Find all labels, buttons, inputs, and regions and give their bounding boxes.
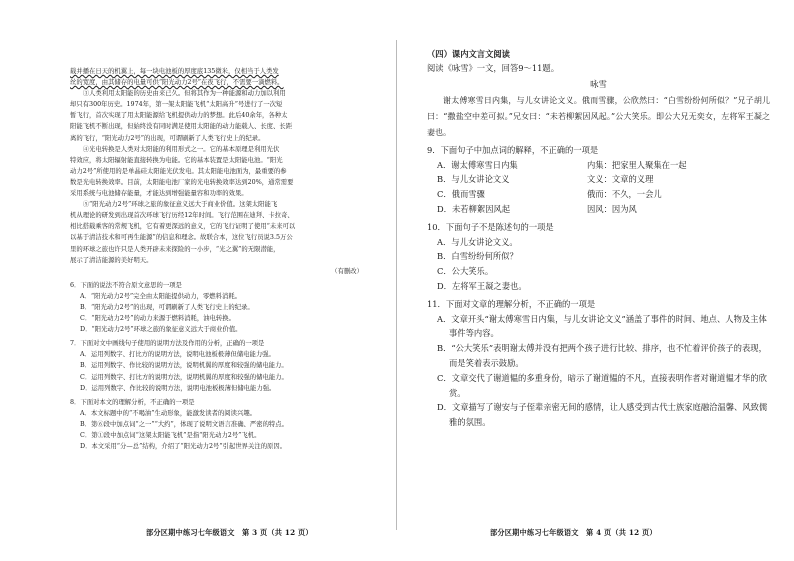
question-7: [70, 338, 363, 393]
paragraph-line: 机从理论的研发到出现首次环球飞行历经12年时间。飞行范围在迪拜、卡拉奇、: [70, 212, 294, 220]
underlined-line: 丝的宽度，由其储存的电量可供“阳光动力2号”在夜飞行，不需要一滴燃料。: [70, 79, 284, 87]
option: B．运用列数字、作比较的说明方法，说明机翼的厚度和较强的储电能力。: [80, 362, 288, 370]
option: C．公大笑乐。: [437, 266, 494, 277]
source-note: （有删改）: [331, 267, 363, 275]
option-explanation: 文义：文章的义理: [587, 174, 654, 185]
question-stem: 9．下面句子中加点词的解释，不正确的一项是: [427, 144, 599, 155]
option-pair: [427, 158, 770, 173]
question-stem: 10．下面句子不是陈述句的一项是: [427, 221, 554, 232]
paragraph-line: 离的飞行，“阳光动力2号”的出现，可谓刷新了人类飞行史上的纪录。: [70, 134, 265, 142]
paragraph-line: 采用系统与电池储存能量，才能达到增强能量容和功率的效果。: [70, 190, 248, 198]
option: B．“阳光动力2号”的出现，可谓刷新了人类飞行史上的纪录。: [80, 303, 254, 311]
question-10: [427, 220, 770, 294]
question-6: [70, 280, 363, 335]
option-pair: [427, 187, 770, 202]
option-sentence: B．与儿女讲论文义: [437, 174, 510, 185]
paragraph-line: 数是光电转换效率。目前，太阳能电池厂家的光电转换效率达到20%，通常需要: [70, 178, 294, 186]
option-sentence: D．未若柳絮因风起: [437, 203, 511, 214]
option-sentence: A．谢太傅寒雪日内集: [437, 159, 518, 170]
paragraph-line: 却只有300年历史。1974年，第一架太阳能飞机“太阳高升”号进行了一次短: [70, 101, 283, 109]
paragraph-line: 以基于清洁技术和可再生能源”的信息和理念。故联合本，这位飞行员说3.5万公: [70, 234, 293, 242]
option: B．白雪纷纷何所似？: [437, 251, 518, 262]
option: D．运用列数字、作比较的说明方法，说明电池板极薄但储电能力强。: [80, 384, 276, 392]
option: A．与儿女讲论文义。: [437, 236, 518, 247]
option: A．“阳光动力2号”完全由太阳能提供动力，零燃料消耗。: [80, 292, 242, 300]
option-pair: [427, 172, 770, 187]
option: A．文章开头“谢太傅寒雪日内集，与儿女讲论文义”涵盖了事件的时间、地点、人物及主体事件等内容。: [437, 313, 767, 339]
question-8: [70, 397, 363, 452]
option: C．“阳光动力2号”的动力来源于燃料消耗，油电转换。: [80, 315, 235, 323]
option: B．“公大笑乐”表明谢太傅并没有把两个孩子进行比较、排序，也不忙着评价孩子的表现，而是笑着表示鼓励。: [437, 343, 767, 368]
paragraph-line: ⑤“阳光动力2号”环球之旅的象征意义远大于商业价值。这架太阳能飞: [82, 201, 278, 209]
question-11: [427, 297, 770, 430]
paragraph-line: 动力2号”所使用的是单晶硅太阳能光伏发电。其太阳能电池面为，最重要的参: [70, 167, 287, 175]
question-stem: 6．下面的说法不符合原文意思的一项是: [70, 281, 182, 289]
section-heading: （四）课内文言文阅读: [427, 49, 510, 59]
question-9: [427, 143, 770, 217]
right-page: [397, 0, 794, 561]
option-explanation: 俄而：不久，一会儿: [587, 189, 662, 200]
paragraph-line: ③人类利用太阳能的历史由来已久。但将其作为一种能源和动力加以利用: [82, 90, 286, 98]
option: D．文章描写了谢安与子侄辈亲密无间的感情，让人感受到古代士族家庭融洽温馨、风致儒雅的氛围。: [437, 402, 768, 428]
option-sentence: C．俄而雪骤: [437, 189, 485, 200]
option: C．运用列数字、打比方的说明方法，说明机翼的厚度和较强的储电能力。: [80, 373, 288, 381]
passage-title: 咏雪: [590, 78, 607, 89]
option: C．文章交代了谢道韫的多重身份，暗示了谢道韫的不凡，直接表明作者对谢道韫才华的欣赏。: [437, 372, 767, 398]
paragraph-line: 展示了清洁能源的美好明天。: [70, 256, 153, 264]
option: D．本文采用“分—总”结构，介绍了“阳光动力2号”引起世界关注的原因。: [80, 443, 287, 451]
option: C．第①段中加点词“这架太阳能飞机”是指“阳光动力2号”飞机。: [80, 432, 261, 439]
underlined-line: 载并播在日天的机翼上，每一块电池板的厚度底135微米，仅相当于人类发: [70, 68, 279, 75]
option-pair: [427, 202, 770, 217]
paragraph-line: 暂飞行，首次实现了用太阳能源给飞机提供动力的梦想。此后40余年，各种太: [70, 112, 288, 120]
question-stem: 7．下面对文中画线句子使用的说明方法及作用的分析，正确的一项是: [70, 340, 265, 348]
reading-instruction: 阅读《咏雪》一文，回答9～11题。: [427, 63, 559, 73]
question-stem: 11．下面对文章的理解分析，不正确的一项是: [427, 298, 596, 309]
option: B．第⑥段中加点词“之一”“大约”，体现了说明文语言准确、严密的特点。: [80, 420, 288, 428]
paragraph-line: ④光电转换是人类对太阳能的利用形式之一。它的基本原理是利用光伏: [82, 145, 280, 153]
option: A．运用列数字、打比方的说明方法，说明电池板极薄但储电能力强。: [80, 351, 275, 359]
classical-passage: 谢太傅寒雪日内集，与儿女讲论文义。俄而雪骤，公欣然曰：“白雪纷纷何所似？”兄子胡儿曰：“撒盐空中差可拟。”兄女曰：“未若柳絮因风起。”公大笑乐。即公大兄无奕女，左将军王凝之妻也。: [427, 95, 770, 137]
question-stem: 8．下面对本文的理解分析，不正确的一项是: [70, 398, 195, 406]
paragraph-line: 相比搭载乘客的常规飞机，它有着更深远的意义，它的飞行证明了使用“未来可以: [70, 223, 296, 231]
page-footer-left: 部分区期中练习七年级语文 第 3 页（共 12 页）: [146, 528, 313, 537]
option: A．本文标题中的“不喝油”生动形象，能激发读者的阅读兴趣。: [80, 409, 257, 417]
option-explanation: 因风：因为风: [587, 203, 637, 214]
page-footer-right: 部分区期中练习七年级语文 第 4 页（共 12 页）: [490, 528, 657, 537]
paragraph-line: 特效应，将太阳辐射能直接转换为电能。它的基本装置是太阳能电池。“阳光: [70, 156, 283, 164]
paragraph-line: 阳能飞机不断出现，但始终没有同时满足使用太阳能的动力能载人、长度、长距: [70, 123, 293, 131]
option: D．“阳光动力2号”环球之旅的象征意义远大于商业价值。: [80, 326, 242, 334]
paragraph-line: 里的环球之旅也许只是人类开辟未来探险的一小步，“光之翼”的无限潜能，: [70, 245, 280, 253]
article-text: [70, 66, 363, 277]
option: D．左将军王凝之妻也。: [437, 280, 527, 291]
option-explanation: 内集：把家里人聚集在一起: [587, 159, 687, 170]
